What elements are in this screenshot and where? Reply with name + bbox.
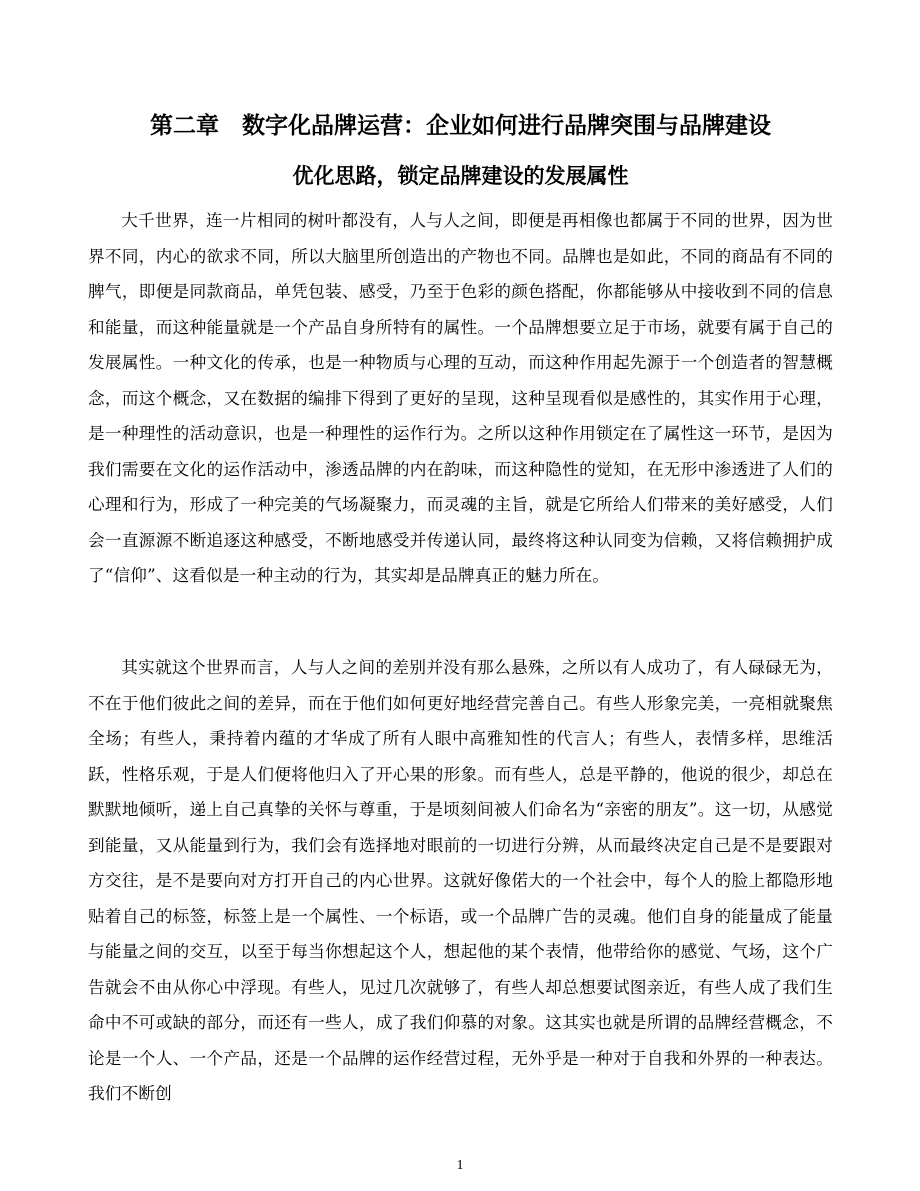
section-title: 优化思路，锁定品牌建设的发展属性 <box>292 164 629 188</box>
page-number: 1 <box>456 1158 464 1173</box>
body-paragraph-1: 大千世界，连一片相同的树叶都没有，人与人之间，即便是再相像也都属于不同的世界，因为世界不同，内心的欲求不同，所以大脑里所创造出的产物也不同。品牌也是如此，不同的商品有不同的脾气，即便是同款商品，单凭包装、感受，乃至于色彩的颜色搭配，你都能够从中接收到不同的信息和能量，而这种能量就是一个产品自身所特有的属性。一个品牌想要立足于市场，就要有属于自己的发展属性。一种文化的传承，也是一种物质与心理的互动，而这种作用起先源于一个创造者的智慧概念，而这个概念，又在数据的编排下得到了更好的呈现，这种呈现看似是感性的，其实作用于心理，是一种理性的活动意识，也是一种理性的运作行为。之所以这种作用锁定在了属性这一环节，是因为我们需要在文化的运作活动中，渗透品牌的内在韵味，而这种隐性的觉知，在无形中渗透进了人们的心理和行为，形成了一种完美的气场凝聚力，而灵魂的主旨，就是它所给人们带来的美好感受，人们会一直源源不断追逐这种感受，不断地感受并传递认同，最终将这种认同变为信赖，又将信赖拥护成了“信仰”、这看似是一种主动的行为，其实却是品牌真正的魅力所在。 <box>88 211 833 585</box>
body-paragraph-2: 其实就这个世界而言，人与人之间的差别并没有那么悬殊，之所以有人成功了，有人碌碌无为，不在于他们彼此之间的差异，而在于他们如何更好地经营完善自己。有些人形象完美，一亮相就聚焦全场；有些人，秉持着内蕴的才华成了所有人眼中高雅知性的代言人；有些人，表情多样，思维活跃，性格乐观，于是人们便将他归入了开心果的形象。而有些人，总是平静的，他说的很少，却总在默默地倾听，递上自己真挚的关怀与尊重，于是顷刻间被人们命名为“亲密的朋友”。这一切，从感觉到能量，又从能量到行为，我们会有选择地对眼前的一切进行分辨，从而最终决定自己是不是要跟对方交往，是不是要向对方打开自己的内心世界。这就好像偌大的一个社会中，每个人的脸上都隐形地贴着自己的标签，标签上是一个属性、一个标语，或一个品牌广告的灵魂。他们自身的能量成了能量与能量之间的交互，以至于每当你想起这个人，想起他的某个表情，他带给你的感觉、气场，这个广告就会不由从你心中浮现。有些人，见过几次就够了，有些人却总想要试图亲近，有些人成了我们生命中不可或缺的部分，而还有一些人，成了我们仰慕的对象。这其实也就是所谓的品牌经营概念，不论是一个人、一个产品，还是一个品牌的运作经营过程，无外乎是一种对于自我和外界的一种表达。我们不断创 <box>88 658 833 1103</box>
chapter-title: 第二章 数字化品牌运营：企业如何进行品牌突围与品牌建设 <box>150 113 771 139</box>
